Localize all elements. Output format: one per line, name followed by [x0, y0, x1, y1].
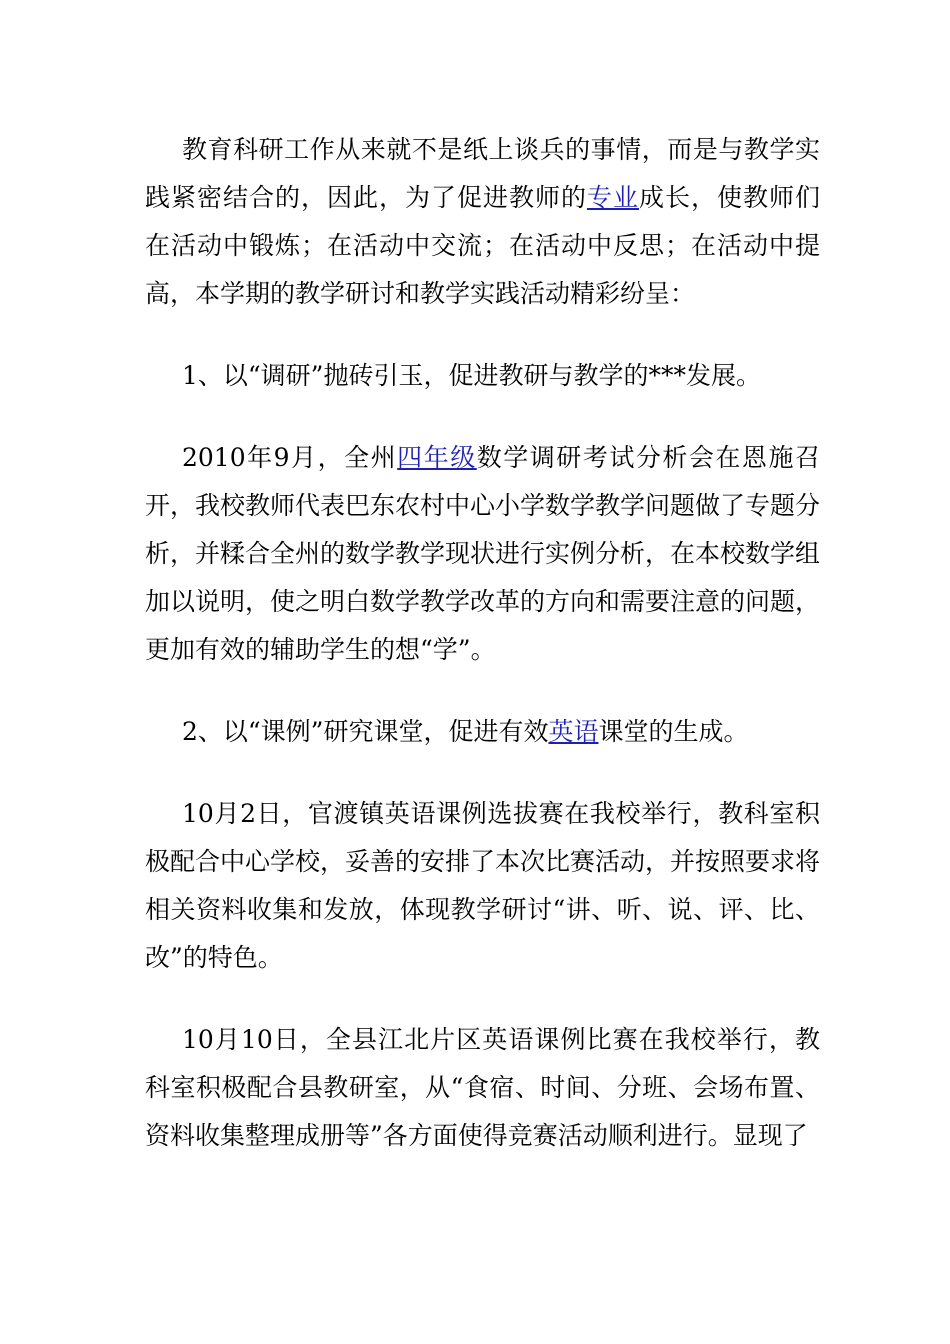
document-body: [145, 126, 820, 1194]
link-yingyu[interactable]: 英语: [548, 717, 599, 746]
section-2-heading: [145, 708, 820, 756]
section-2-heading-end: 课堂的生成。: [598, 717, 749, 746]
intro-paragraph: [145, 126, 820, 318]
link-sinianji[interactable]: 四年级: [397, 443, 477, 472]
section-1-text-start: 2010年9月，全州: [182, 443, 398, 472]
section-2-heading-start: 2、以“课例”研究课堂，促进有效: [182, 717, 549, 746]
section-1-heading-text: 1、以“调研”抛砖引玉，促进教研与教学的***发展。: [182, 361, 761, 390]
section-2-paragraph-1: 10月2日，官渡镇英语课例选拔赛在我校举行，教科室积极配合中心学校，妥善的安排了本次比赛活动，并按照要求将相关资料收集和发放，体现教学研讨“讲、听、说、评、比、改”的特色。: [145, 799, 821, 972]
link-zhuanye[interactable]: 专业: [586, 183, 639, 212]
intro-text-end: 成长，使教师们在活动中锻炼；在活动中交流；在活动中反思；在活动中提高，本学期的教学研讨和教学实践活动精彩纷呈：: [145, 183, 820, 308]
section-1-heading: [145, 352, 820, 400]
intro-text-start: 教育科研工作从来就不是纸上谈兵的事情，而是与教学实践紧密结合的，因此，为了促进教师的: [145, 135, 820, 212]
section-1-text-end: 数学调研考试分析会在恩施召开，我校教师代表巴东农村中心小学数学教学问题做了专题分析，并糅合全州的数学教学现状进行实例分析，在本校数学组加以说明，使之明白数学教学改革的方向和需要注意的问题，更加有效的辅助学生的想“学”。: [145, 443, 821, 664]
section-1-paragraph: [145, 434, 820, 674]
section-2-paragraph-2: 10月10日，全县江北片区英语课例比赛在我校举行，教科室积极配合县教研室，从“食宿、时间、分班、会场布置、资料收集整理成册等”各方面使得竞赛活动顺利进行。显现了: [145, 1025, 820, 1150]
